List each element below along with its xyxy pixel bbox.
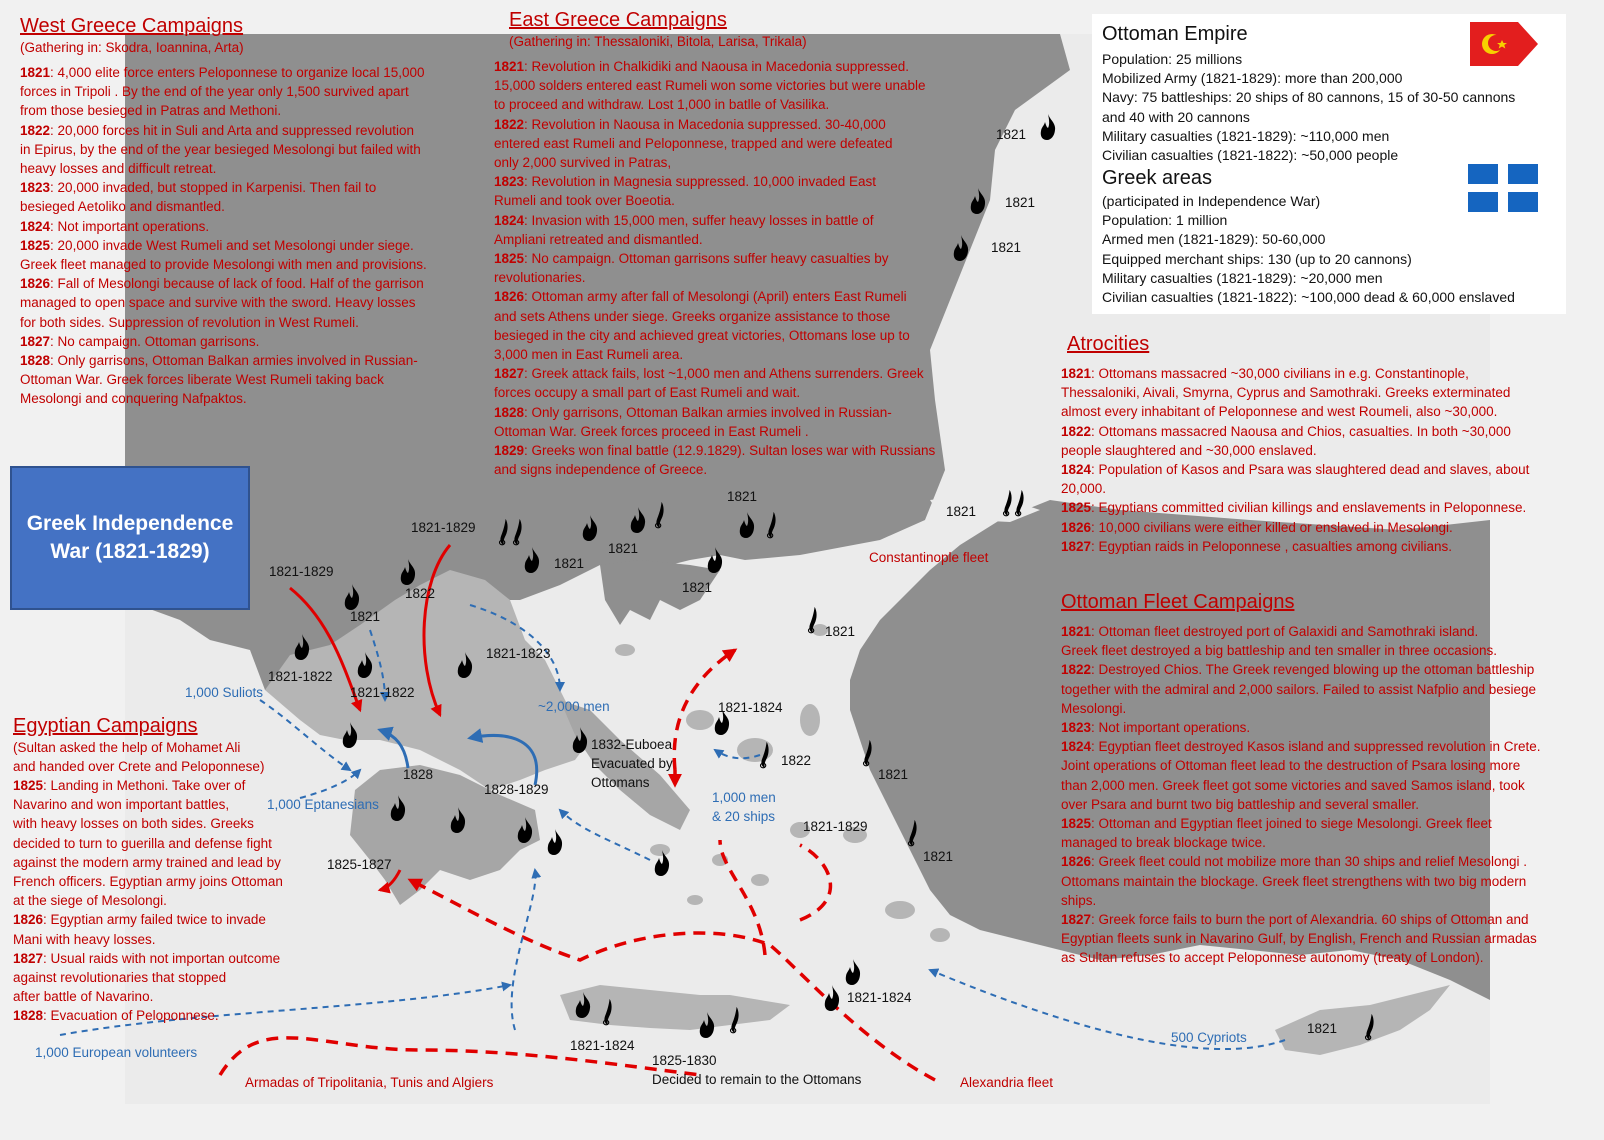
entry-text: : Destroyed Chios. The Greek revenged blowing up the ottoman battleship — [1091, 662, 1535, 678]
entry-year: 1828 — [13, 1008, 44, 1024]
entry-text: Thessaloniki, Aivali, Smyrna, Cyprus and Samothraki. Greeks exterminated — [1061, 385, 1511, 401]
entry-text: at the siege of Mesolongi. — [13, 893, 167, 909]
atrocities-heading: Atrocities — [1067, 333, 1150, 355]
entry-line — [1061, 680, 1541, 699]
entry-line — [20, 293, 427, 312]
year-label: 1821 — [946, 504, 977, 519]
egyptian-campaigns — [13, 714, 283, 1026]
entry-line — [20, 197, 427, 216]
entry-text: people slaughtered and ~30,000 enslaved. — [1061, 442, 1317, 458]
legend-line: Mobilized Army (1821-1829): more than 200,000 — [1102, 70, 1403, 87]
entry-line — [20, 82, 427, 101]
entry-text: : Ottoman army after fall of Mesolongi (April) enters East Rumeli — [524, 289, 907, 305]
entry-text: in Epirus, by the end of the year besieged Mesolongi but failed with — [20, 141, 421, 157]
entry-year: 1822 — [494, 116, 525, 132]
entry-line — [1061, 795, 1541, 814]
entry-text: against the modern army trained and lead by — [13, 854, 281, 870]
west-greece-heading: West Greece Campaigns — [20, 15, 244, 37]
atrocities-entries — [1061, 364, 1529, 556]
entry-text: : Greek fleet could not mobilize more than 30 ships and relief Mesolongi . — [1091, 854, 1528, 870]
entry-text: Ottoman War. Greek forces proceed in East Rumeli . — [494, 423, 809, 439]
entry-line — [494, 211, 935, 230]
entry-text: : Usual raids with not importan outcome — [43, 950, 281, 966]
entry-text: after battle of Navarino. — [13, 989, 154, 1005]
entry-line — [1061, 479, 1529, 498]
entry-text: than 2,000 men. Greek fleet got some victories and saved Samos island, took — [1061, 777, 1525, 793]
entry-text: with heavy losses on both sides. Greeks — [13, 816, 254, 832]
year-label: 1821 — [1005, 195, 1036, 210]
legend-line: Population: 1 million — [1102, 212, 1228, 229]
eptanesians-label: 1,000 Eptanesians — [267, 797, 379, 812]
entry-year: 1823 — [20, 180, 51, 196]
entry-text: heavy losses and difficult retreat. — [20, 161, 217, 177]
entry-text: : Greek attack fails, lost ~1,000 men and Athens surrenders. Greek — [524, 366, 924, 382]
egyptian-intro-2: and handed over Crete and Peloponnese) — [13, 759, 265, 774]
entry-line — [20, 274, 427, 293]
entry-text: entered east Rumeli and Peloponnese, trapped and were defeated — [494, 135, 893, 151]
entry-text: : Egyptians committed civilian killings and enslavements in Peloponnese. — [1091, 500, 1527, 516]
entry-text: : Revolution in Naousa in Macedonia suppressed. 30-40,000 — [524, 116, 886, 132]
entry-line — [494, 345, 935, 364]
entry-line — [20, 332, 427, 351]
entry-text: besieged in the city and achieved great victories, Ottomans lose up to — [494, 327, 910, 343]
entry-text: managed to open space and survive with the sword. Heavy losses — [20, 295, 416, 311]
entry-year: 1828 — [494, 404, 525, 420]
entry-line — [1061, 364, 1529, 383]
entry-line — [1061, 402, 1529, 421]
year-label: 1821 — [554, 556, 585, 571]
entry-line — [13, 814, 283, 833]
legend-box — [1092, 14, 1566, 314]
entry-line — [1061, 460, 1529, 479]
year-label: 1828-1829 — [484, 782, 549, 797]
year-label: 1822 — [781, 753, 812, 768]
entry-year: 1821 — [20, 65, 51, 80]
entry-line — [1061, 910, 1541, 929]
euboea-label-3: Ottomans — [591, 775, 650, 790]
year-label: 1821 — [825, 624, 856, 639]
year-label: 1821 — [727, 489, 758, 504]
euboea-label-2: Evacuated by — [591, 756, 673, 771]
entry-year: 1822 — [1061, 423, 1092, 439]
entry-text: : Landing in Methoni. Take over of — [43, 778, 246, 793]
entry-line — [13, 776, 283, 795]
entry-line — [13, 930, 283, 949]
entry-line — [1061, 422, 1529, 441]
year-label: 1821-1824 — [570, 1038, 635, 1053]
entry-year: 1824 — [1061, 739, 1092, 755]
entry-line — [1061, 756, 1541, 775]
entry-line — [494, 76, 935, 95]
entry-line — [13, 1006, 283, 1025]
entry-line — [1061, 833, 1541, 852]
year-label: 1821 — [996, 127, 1027, 142]
entry-text: : Invasion with 15,000 men, suffer heavy losses in battle of — [524, 212, 874, 228]
european-volunteers-label: 1,000 European volunteers — [35, 1045, 198, 1060]
east-greece-entries — [494, 57, 935, 479]
entry-text: : 4,000 elite force enters Peloponnese to organize local 15,000 — [50, 65, 425, 80]
entry-year: 1821 — [1061, 366, 1092, 381]
entry-line — [20, 370, 427, 389]
entry-line — [494, 249, 935, 268]
entry-line — [494, 383, 935, 402]
entry-text: against revolutionaries that stopped — [13, 970, 227, 986]
entry-text: Navarino and won important battles, — [13, 797, 230, 813]
entry-year: 1823 — [1061, 720, 1092, 736]
entry-text: : 10,000 civilians were either killed or enslaved in Mesolongi. — [1091, 519, 1453, 535]
year-label: 1821 — [991, 240, 1022, 255]
entry-line — [20, 63, 427, 82]
entry-year: 1827 — [494, 366, 525, 382]
entry-text: only 2,000 survived in Patras, — [494, 155, 672, 171]
year-label: 1821-1822 — [268, 669, 333, 684]
east-greece-campaigns — [494, 8, 936, 479]
entry-line — [494, 441, 935, 460]
entry-text: : No campaign. Ottoman garrisons. — [50, 333, 260, 349]
entry-text: : Only garrisons, Ottoman Balkan armies involved in Russian- — [50, 353, 418, 369]
entry-text: as Sultan refuses to accept Peloponnese autonomy (treaty of London). — [1061, 950, 1484, 966]
entry-text: Mesolongi and conquering Nafpaktos. — [20, 391, 247, 407]
entry-line — [494, 403, 935, 422]
legend-line: Armed men (1821-1829): 50-60,000 — [1102, 231, 1326, 248]
entry-line — [494, 268, 935, 287]
entry-year: 1827 — [13, 950, 44, 966]
entry-text: Rumeli and took over Boeotia. — [494, 193, 675, 209]
entry-line — [1061, 776, 1541, 795]
legend-line: Navy: 75 battleships: 20 ships of 80 cannons, 15 of 30-50 cannons — [1102, 89, 1516, 106]
entry-line — [13, 891, 283, 910]
remain-note-label: Decided to remain to the Ottomans — [652, 1072, 862, 1087]
entry-text: and sets Athens under siege. Greeks organize assistance to those — [494, 308, 891, 324]
entry-year: 1825 — [494, 251, 525, 267]
entry-line — [494, 307, 935, 326]
entry-text: Mani with heavy losses. — [13, 931, 156, 947]
year-label: 1821-1824 — [847, 990, 912, 1005]
entry-line — [1061, 814, 1541, 833]
entry-line — [20, 217, 427, 236]
entry-year: 1824 — [20, 218, 51, 234]
entry-line — [20, 159, 427, 178]
ottoman-fleet-entries — [1061, 622, 1541, 968]
entry-year: 1823 — [494, 174, 525, 190]
suliots-label: 1,000 Suliots — [185, 685, 264, 700]
entry-text: decided to turn to guerilla and defense fight — [13, 835, 272, 851]
entry-year: 1825 — [20, 237, 51, 253]
ottoman-fleet-heading: Ottoman Fleet Campaigns — [1061, 591, 1295, 613]
entry-text: : Egyptian fleet destroyed Kasos island and suppressed revolution in Crete. — [1091, 739, 1541, 755]
entry-text: : Egyptian army failed twice to invade — [43, 912, 266, 928]
entry-line — [494, 95, 935, 114]
entry-line — [494, 287, 935, 306]
entry-text: : Ottoman fleet destroyed port of Galaxidi and Samothraki island. — [1091, 624, 1479, 639]
egyptian-heading: Egyptian Campaigns — [13, 715, 198, 737]
cypriots-label: 500 Cypriots — [1171, 1030, 1247, 1045]
legend-line: Population: 25 millions — [1102, 51, 1243, 67]
entry-line — [20, 255, 427, 274]
entry-text: together with the admiral and 2,000 sailors. Failed to assist Nafplio and besiege — [1061, 681, 1537, 697]
remain-year-label: 1825-1830 — [652, 1053, 717, 1068]
year-label: 1821-1824 — [718, 700, 783, 715]
men-ships-label-2: & 20 ships — [712, 809, 776, 824]
entry-text: : Revolution in Chalkidiki and Naousa in Macedonia suppressed. — [524, 59, 910, 74]
greek-areas-heading: Greek areas — [1102, 167, 1213, 189]
entry-line — [494, 115, 935, 134]
entry-text: forces occupy a small part of East Rumeli and wait. — [494, 385, 801, 401]
entry-year: 1825 — [13, 778, 44, 793]
entry-year: 1824 — [494, 212, 525, 228]
entry-text: 20,000. — [1061, 481, 1107, 497]
entry-text: Egyptian fleets sunk in Navarino Gulf, by English, French and Russian armadas — [1061, 931, 1537, 947]
west-greece-subheading: (Gathering in: Skodra, Ioannina, Arta) — [20, 40, 244, 55]
entry-text: : No campaign. Ottoman garrisons suffer heavy casualties by — [524, 251, 889, 267]
entry-line — [20, 351, 427, 370]
entry-line — [1061, 718, 1541, 737]
alexandria-fleet-label: Alexandria fleet — [960, 1075, 1054, 1090]
entry-line — [494, 230, 935, 249]
entry-line — [1061, 622, 1541, 641]
entry-text: almost every inhabitant of Peloponnese and west Roumeli, also ~30,000. — [1061, 404, 1498, 420]
armadas-label: Armadas of Tripolitania, Tunis and Algiers — [245, 1075, 494, 1090]
entry-text: managed to break blockage twice. — [1061, 835, 1266, 851]
entry-line — [13, 795, 283, 814]
entry-year: 1821 — [1061, 624, 1092, 639]
atrocities — [1061, 332, 1529, 556]
entry-year: 1822 — [1061, 662, 1092, 678]
entry-line — [1061, 441, 1529, 460]
entry-line — [1061, 383, 1529, 402]
entry-line — [13, 853, 283, 872]
year-label: 1821 — [1307, 1021, 1338, 1036]
entry-line — [13, 987, 283, 1006]
entry-line — [13, 834, 283, 853]
egyptian-entries — [13, 776, 283, 1026]
entry-text: and signs independence of Greece. — [494, 462, 708, 478]
entry-text: Ampliani retreated and dismantled. — [494, 231, 703, 247]
legend-line: (participated in Independence War) — [1102, 193, 1321, 209]
constantinople-fleet-label: Constantinople fleet — [869, 550, 989, 565]
entry-line — [494, 326, 935, 345]
entry-year: 1826 — [1061, 519, 1092, 535]
entry-year: 1826 — [494, 289, 525, 305]
year-label: 1821-1823 — [486, 646, 551, 661]
legend-line: Civilian casualties (1821-1822): ~100,000 dead & 60,000 enslaved — [1102, 289, 1515, 305]
entry-line — [1061, 948, 1541, 967]
entry-line — [20, 178, 427, 197]
entry-text: Ottomans maintain the blockage. Greek fleet strengthens with two big modern — [1061, 873, 1527, 889]
entry-line — [1061, 891, 1541, 910]
entry-year: 1827 — [1061, 912, 1092, 928]
entry-text: : Egyptian raids in Peloponnese , casualties among civilians. — [1091, 538, 1453, 554]
entry-line — [1061, 929, 1541, 948]
title-box — [10, 466, 250, 610]
year-label: 1821 — [350, 609, 381, 624]
year-label: 1821 — [608, 541, 639, 556]
entry-text: : Not important operations. — [50, 218, 210, 234]
entry-text: : 20,000 invaded, but stopped in Karpenisi. Then fail to — [50, 180, 377, 196]
entry-line — [20, 101, 427, 120]
entry-text: Mesolongi. — [1061, 700, 1127, 716]
men-ships-label-1: 1,000 men — [712, 790, 776, 805]
entry-line — [20, 313, 427, 332]
entry-line — [20, 140, 427, 159]
men-2000-label: ~2,000 men — [538, 699, 610, 714]
entry-line — [20, 389, 427, 408]
entry-text: besieged Aetoliko and dismantled. — [20, 199, 225, 215]
entry-text: Joint operations of Ottoman fleet lead to the destruction of Psara losing more — [1061, 758, 1521, 774]
entry-text: : Ottomans massacred Naousa and Chios, casualties. In both ~30,000 — [1091, 423, 1511, 439]
entry-year: 1825 — [1061, 500, 1092, 516]
year-label: 1822 — [405, 586, 436, 601]
entry-text: : Not important operations. — [1091, 720, 1251, 736]
entry-year: 1826 — [1061, 854, 1092, 870]
entry-text: : Population of Kasos and Psara was slaughtered dead and slaves, about — [1091, 462, 1530, 478]
entry-text: ships. — [1061, 892, 1097, 908]
entry-line — [494, 153, 935, 172]
entry-line — [1061, 518, 1529, 537]
entry-text: from those besieged in Patras and Methoni. — [20, 103, 282, 119]
legend-line: Military casualties (1821-1829): ~110,000 men — [1102, 127, 1390, 144]
entry-line — [1061, 641, 1541, 660]
entry-text: Greek fleet destroyed a big battleship and ten smaller in three occasions. — [1061, 643, 1497, 659]
entry-year: 1828 — [20, 353, 51, 369]
egyptian-intro-1: (Sultan asked the help of Mohamet Ali — [13, 740, 241, 755]
entry-text: 3,000 men in East Rumeli area. — [494, 347, 684, 363]
year-label: 1821 — [682, 580, 713, 595]
entry-text: : Ottoman and Egyptian fleet joined to siege Mesolongi. Greek fleet — [1091, 816, 1492, 832]
entry-line — [1061, 852, 1541, 871]
entry-line — [1061, 498, 1529, 517]
entry-line — [13, 910, 283, 929]
entry-year: 1822 — [20, 122, 51, 138]
entry-year: 1826 — [13, 912, 44, 928]
entry-text: over Psara and burnt two big battleship and several smaller. — [1061, 796, 1419, 812]
year-label: 1825-1827 — [327, 857, 392, 872]
page-title: Greek Independence War (1821-1829) — [26, 512, 234, 563]
entry-text: French officers. Egyptian army joins Ottoman — [13, 874, 283, 890]
entry-line — [494, 422, 935, 441]
entry-line — [1061, 872, 1541, 891]
entry-text: 15,000 solders entered east Rumeli won some victories but were unable — [494, 78, 926, 94]
entry-year: 1827 — [1061, 538, 1092, 554]
entry-text: Greek fleet managed to provide Mesolongi with men and provisions. — [20, 257, 427, 273]
east-greece-heading: East Greece Campaigns — [509, 9, 727, 31]
entry-year: 1821 — [494, 59, 525, 74]
entry-line — [20, 121, 427, 140]
entry-text: Ottoman War. Greek forces liberate West Rumeli taking back — [20, 372, 384, 388]
entry-text: : Greeks won final battle (12.9.1829). Sultan loses war with Russians — [524, 443, 936, 459]
entry-year: 1824 — [1061, 462, 1092, 478]
legend-line: Military casualties (1821-1829): ~20,000 men — [1102, 269, 1383, 286]
entry-text: forces in Tripoli . By the end of the year only 1,500 survived apart — [20, 84, 409, 100]
ottoman-fleet-campaigns — [1061, 590, 1541, 968]
entry-line — [1061, 737, 1541, 756]
entry-text: : 20,000 forces hit in Suli and Arta and suppressed revolution — [50, 122, 415, 138]
entry-line — [1061, 699, 1541, 718]
entry-line — [1061, 537, 1529, 556]
entry-text: : Greek force fails to burn the port of Alexandria. 60 ships of Ottoman and — [1091, 912, 1529, 928]
year-label: 1821-1829 — [411, 520, 476, 535]
entry-year: 1825 — [1061, 816, 1092, 832]
entry-line — [494, 191, 935, 210]
west-greece-entries — [20, 63, 427, 409]
legend-line: Equipped merchant ships: 130 (up to 20 cannons) — [1102, 250, 1412, 267]
year-label: 1821 — [878, 767, 909, 782]
entry-text: to proceed and withdraw. Lost 1,000 in batlle of Vasilika. — [494, 97, 830, 113]
greek-flag-icon — [1468, 164, 1538, 212]
entry-line — [494, 364, 935, 383]
entry-line — [13, 949, 283, 968]
entry-year: 1826 — [20, 276, 51, 292]
ottoman-heading: Ottoman Empire — [1102, 23, 1248, 45]
entry-line — [20, 236, 427, 255]
entry-text: : Revolution in Magnesia suppressed. 10,000 invaded East — [524, 174, 877, 190]
legend-line: Civilian casualties (1821-1822): ~50,000 people — [1102, 147, 1399, 163]
entry-line — [494, 460, 935, 479]
euboea-label-1: 1832-Euboea — [591, 737, 673, 752]
year-label: 1821-1822 — [350, 685, 415, 700]
year-label: 1828 — [403, 767, 434, 782]
entry-line — [494, 57, 935, 76]
entry-text: revolutionaries. — [494, 270, 586, 286]
entry-line — [13, 968, 283, 987]
west-greece-campaigns — [20, 14, 427, 409]
entry-text: : 20,000 invade West Rumeli and set Mesolongi under siege. — [50, 237, 414, 253]
entry-line — [494, 134, 935, 153]
entry-line — [13, 872, 283, 891]
entry-year: 1829 — [494, 443, 525, 459]
year-label: 1821 — [923, 849, 954, 864]
legend-line: and 40 with 20 cannons — [1102, 108, 1250, 125]
entry-line — [1061, 660, 1541, 679]
year-label: 1821-1829 — [269, 564, 334, 579]
entry-line — [494, 172, 935, 191]
entry-year: 1827 — [20, 333, 51, 349]
ottoman-flag-icon — [1468, 20, 1540, 68]
entry-text: : Ottomans massacred ~30,000 civilians in e.g. Constantinople, — [1091, 366, 1469, 381]
entry-text: : Fall of Mesolongi because of lack of food. Half of the garrison — [50, 276, 424, 292]
year-label: 1821-1829 — [803, 819, 868, 834]
entry-text: : Only garrisons, Ottoman Balkan armies involved in Russian- — [524, 404, 892, 420]
entry-text: for both sides. Suppression of revolution in West Rumeli. — [20, 314, 359, 330]
east-greece-subheading: (Gathering in: Thessaloniki, Bitola, Larisa, Trikala) — [509, 34, 807, 49]
entry-text: : Evacuation of Peloponnese. — [43, 1008, 219, 1024]
